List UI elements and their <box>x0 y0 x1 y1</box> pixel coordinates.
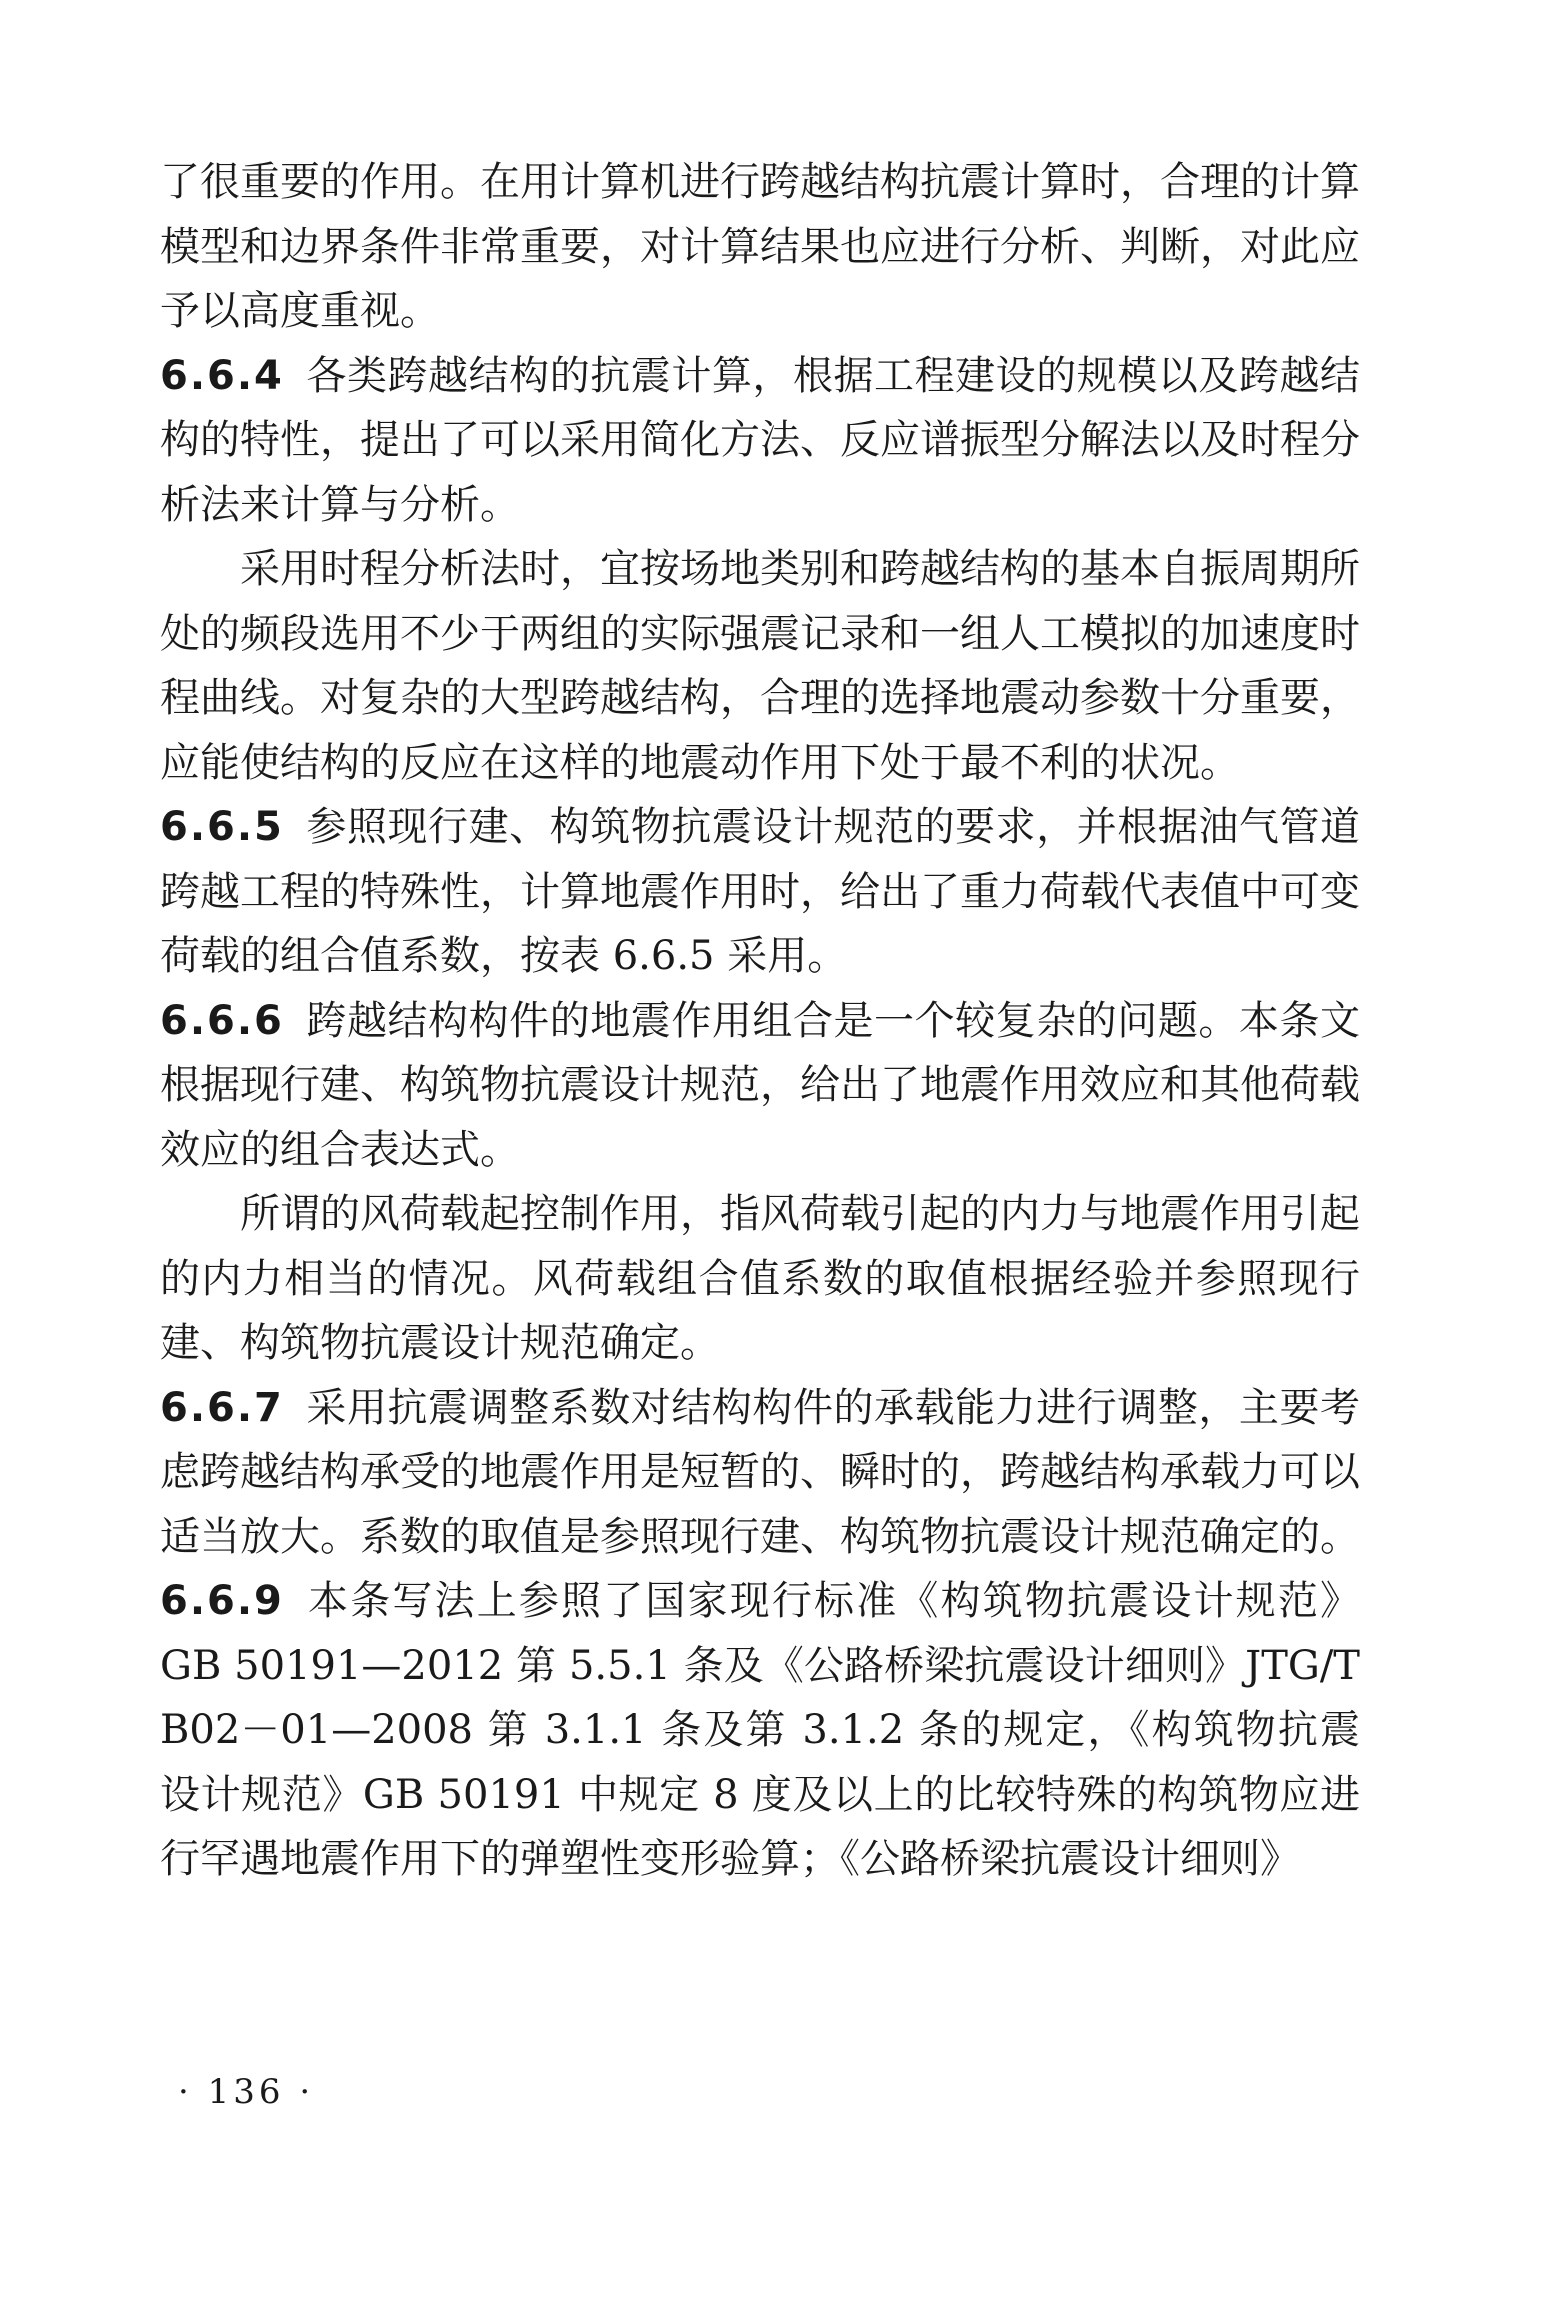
paragraph-wind-load <box>160 1182 1360 1376</box>
clause-6-6-9 <box>160 1569 1360 1892</box>
clause-number: 6.6.9 <box>160 1578 284 1624</box>
paragraph-text: 所谓的风荷载起控制作用，指风荷载引起的内力与地震作用引起的内力相当的情况。风荷载组合值系数的取值根据经验并参照现行建、构筑物抗震设计规范确定。 <box>160 1191 1360 1366</box>
paragraph-text: 参照现行建、构筑物抗震设计规范的要求，并根据油气管道跨越工程的特殊性，计算地震作用时，给出了重力荷载代表值中可变荷载的组合值系数，按表 6.6.5 采用。 <box>160 804 1360 979</box>
clause-number: 6.6.6 <box>160 997 284 1044</box>
page-number: · 136 · <box>178 2072 315 2112</box>
clause-6-6-5 <box>160 795 1360 989</box>
paragraph-text: 跨越结构构件的地震作用组合是一个较复杂的问题。本条文根据现行建、构筑物抗震设计规范，给出了地震作用效应和其他荷载效应的组合表达式。 <box>160 997 1360 1173</box>
clause-6-6-7 <box>160 1376 1360 1570</box>
paragraph-text: 采用时程分析法时，宜按场地类别和跨越结构的基本自振周期所处的频段选用不少于两组的实际强震记录和一组人工模拟的加速度时程曲线。对复杂的大型跨越结构，合理的选择地震动参数十分重要，应能使结构的反应在这样的地震动作用下处于最不利的状况。 <box>160 546 1360 786</box>
clause-6-6-6 <box>160 989 1360 1183</box>
paragraph-text: 采用抗震调整系数对结构构件的承载能力进行调整，主要考虑跨越结构承受的地震作用是短暂的、瞬时的，跨越结构承载力可以适当放大。系数的取值是参照现行建、构筑物抗震设计规范确定的。 <box>160 1384 1360 1560</box>
clause-number: 6.6.4 <box>160 352 284 399</box>
document-body <box>160 150 1360 1892</box>
clause-6-6-4 <box>160 344 1360 538</box>
paragraph-text: 本条写法上参照了国家现行标准《构筑物抗震设计规范》GB 50191—2012 第 5.5.1 条及《公路桥梁抗震设计细则》JTG/T B02－01—2008 第 3.1.1 条及第 3.1.2 条的规定，《构筑物抗震设计规范》GB 50191 中规定 8 度及以上的比较特殊的构筑物应进行罕遇地震作用下的弹塑性变形验算；《公路桥梁抗震设计细则》 <box>160 1578 1360 1882</box>
paragraph-time-history <box>160 537 1360 795</box>
paragraph-text: 了很重要的作用。在用计算机进行跨越结构抗震计算时，合理的计算模型和边界条件非常重要，对计算结果也应进行分析、判断，对此应予以高度重视。 <box>160 159 1360 334</box>
paragraph-continuation <box>160 150 1360 344</box>
clause-number: 6.6.7 <box>160 1384 284 1431</box>
paragraph-text: 各类跨越结构的抗震计算，根据工程建设的规模以及跨越结构的特性，提出了可以采用简化方法、反应谱振型分解法以及时程分析法来计算与分析。 <box>160 352 1360 528</box>
clause-number: 6.6.5 <box>160 804 284 850</box>
